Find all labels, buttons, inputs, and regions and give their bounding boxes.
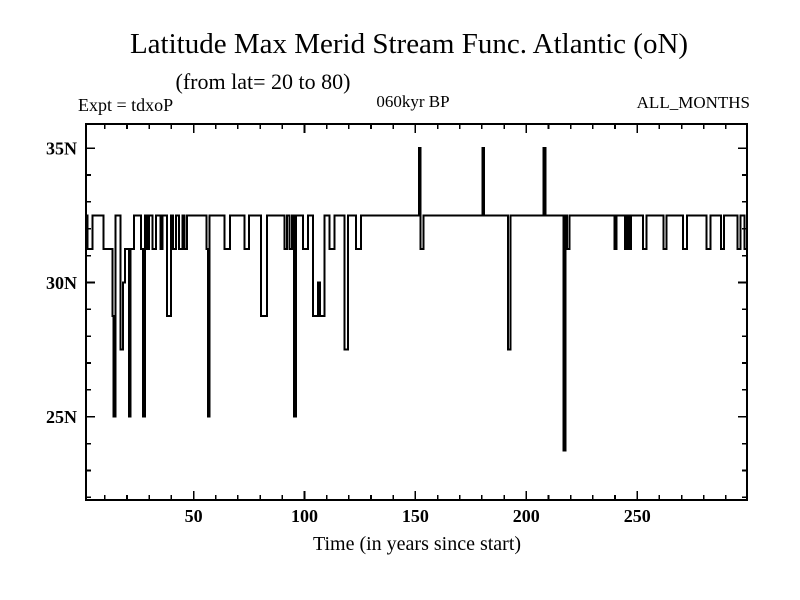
experiment-label: Expt = tdxoP [78, 95, 174, 115]
x-axis-title: Time (in years since start) [312, 533, 522, 555]
epoch-label: 060kyr BP [376, 92, 450, 111]
x-tick-label: 100 [291, 506, 318, 526]
y-tick-label: 30N [46, 273, 77, 293]
months-label: ALL_MONTHS [636, 93, 750, 112]
chart-subtitle: (from lat= 20 to 80) [175, 69, 351, 94]
plot-frame [86, 124, 747, 500]
x-tick-label: 150 [401, 506, 429, 526]
y-tick-label: 25N [46, 407, 77, 428]
chart-title: Latitude Max Merid Stream Func. Atlantic (oN) [129, 28, 689, 60]
x-tick-label: 250 [623, 506, 651, 526]
data-series-line [86, 148, 747, 450]
y-tick-label: 35N [46, 138, 77, 159]
x-tick-label: 200 [512, 506, 540, 526]
x-tick-label: 50 [184, 506, 203, 526]
